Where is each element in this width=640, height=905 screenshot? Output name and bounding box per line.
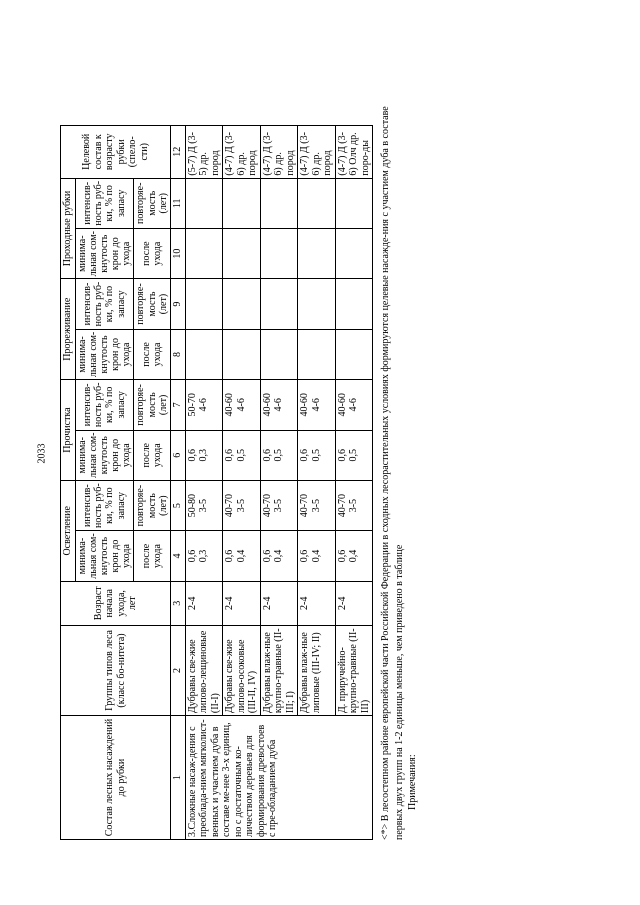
prokhodnye-intensity-cell (298, 178, 336, 228)
header-target: Целевой состав к возрасту рубки (спело-сти) (61, 126, 171, 179)
forest-group-cell: Дубравы све-жие липово-лещиновые (II-I) (185, 625, 223, 715)
prochistka-density-cell-value: 0,6 (261, 448, 273, 462)
forest-group-cell: Дубравы влаж-ные липовые (III-IV; II) (298, 625, 336, 715)
osvetlenie-density-cell-value: 0,4 (235, 549, 247, 563)
osvetlenie-intensity-cell-value: 3-5 (310, 498, 322, 513)
prorezhivanie-intensity-cell (335, 279, 373, 329)
prorezhivanie-density-cell (185, 329, 223, 379)
prochistka-intensity-cell-value: 4-6 (273, 398, 284, 412)
age-cell: 2-4 (185, 581, 223, 625)
subheader-min-density: минима-льная сом-кнутость крон до ухода (75, 430, 134, 480)
prochistka-intensity-cell-value: 4-6 (235, 398, 247, 412)
osvetlenie-density-cell (223, 531, 261, 581)
osvetlenie-density-cell-value: 0,6 (261, 549, 273, 563)
age-cell: 2-4 (223, 581, 261, 625)
prochistka-intensity-cell (223, 380, 261, 430)
osvetlenie-density-cell (298, 531, 336, 581)
prochistka-density-cell-value: 0,6 (336, 448, 348, 462)
header-prokhodnye: Проходные рубки (61, 178, 76, 279)
prokhodnye-intensity-cell (335, 178, 373, 228)
prokhodnye-density-cell (260, 228, 298, 278)
prochistka-intensity-cell-value: 4-6 (310, 398, 322, 412)
osvetlenie-density-cell-value: 0,4 (273, 549, 284, 563)
prorezhivanie-intensity-cell (260, 279, 298, 329)
page-number (32, 443, 52, 464)
prorezhivanie-density-cell (223, 329, 261, 379)
subheader-repeat: повторяе-мость (лет) (134, 380, 171, 430)
column-number: 4 (171, 531, 186, 581)
prochistka-intensity-cell-value: 40-60 (224, 393, 235, 417)
prochistka-intensity-cell-value: 50-70 (186, 393, 198, 417)
subheader-after-care: после ухода (134, 329, 171, 379)
notes-block (379, 80, 420, 840)
osvetlenie-density-cell-value: 0,6 (299, 549, 310, 563)
header-osvetlenie: Осветление (61, 480, 76, 581)
target-composition-cell: (4-7) Д (3-6) Олч др. поро-ды (335, 126, 373, 179)
prochistka-intensity-cell (298, 380, 336, 430)
prochistka-density-cell-value: 0,6 (224, 448, 235, 462)
forest-group-cell: Дубравы влаж-ные крупно-травные (II-III; I) (260, 625, 298, 715)
prochistka-intensity-cell-value: 40-60 (336, 393, 348, 417)
header-groups: Группы типов леса (класс бо-нитета) (61, 625, 171, 715)
prorezhivanie-intensity-cell (223, 279, 261, 329)
osvetlenie-density-cell-value: 0,3 (198, 549, 209, 563)
column-number: 11 (171, 178, 186, 228)
osvetlenie-intensity-cell-value: 40-70 (299, 493, 310, 518)
osvetlenie-density-cell-value: 0,4 (310, 549, 322, 563)
target-composition-cell: (4-7) Д (3-6) др. пород (223, 126, 261, 179)
osvetlenie-density-cell (185, 531, 223, 581)
prochistka-intensity-cell (185, 380, 223, 430)
osvetlenie-intensity-cell-value: 40-70 (224, 493, 235, 518)
subheader-intensity: интенсив-ность руб-ки, % по запасу (75, 178, 134, 228)
page-number-text: 2033 (36, 443, 48, 464)
osvetlenie-density-cell (260, 531, 298, 581)
osvetlenie-density-cell (335, 531, 373, 581)
column-number: 1 (171, 716, 186, 840)
prochistka-intensity-cell-value: 40-60 (299, 393, 310, 417)
age-cell: 2-4 (298, 581, 336, 625)
prorezhivanie-density-cell (298, 329, 336, 379)
thinning-table (60, 125, 373, 840)
prochistka-density-cell (223, 430, 261, 480)
prochistka-density-cell-value: 0,5 (235, 448, 247, 462)
osvetlenie-intensity-cell-value: 50-80 (186, 493, 198, 518)
table-row (185, 126, 223, 840)
prokhodnye-density-cell (298, 228, 336, 278)
prorezhivanie-density-cell (260, 329, 298, 379)
column-number: 10 (171, 228, 186, 278)
prokhodnye-density-cell (185, 228, 223, 278)
prochistka-density-cell (260, 430, 298, 480)
column-number: 3 (171, 581, 186, 625)
header-prochistka: Прочистка (61, 380, 76, 481)
column-number: 12 (171, 126, 186, 179)
prochistka-density-cell (185, 430, 223, 480)
prokhodnye-intensity-cell (223, 178, 261, 228)
forest-group-cell: Д. приручейно-крупно-травные (II-III) (335, 625, 373, 715)
rotated-page-content (60, 55, 565, 840)
subheader-intensity: интенсив-ность руб-ки, % по запасу (75, 380, 134, 430)
header-prorezhivanie: Прореживание (61, 279, 76, 380)
subheader-repeat: повторяе-мость (лет) (134, 178, 171, 228)
prokhodnye-intensity-cell (185, 178, 223, 228)
prochistka-density-cell (298, 430, 336, 480)
osvetlenie-intensity-cell (185, 480, 223, 530)
composition-cell: 3.Сложные насаж-дения с преоблада-нием мягколист-венных и участием дуба в составе ме-нее 3-х единиц, но с достаточным ко-личеством деревьев для формирования древостоев с пре-обладанием дуба (185, 716, 373, 840)
osvetlenie-density-cell-value: 0,4 (348, 549, 359, 563)
prochistka-density-cell-value: 0,5 (310, 448, 322, 462)
table-body (185, 126, 373, 840)
column-number-row (171, 126, 186, 840)
osvetlenie-intensity-cell-value: 3-5 (235, 498, 247, 513)
prochistka-density-cell-value: 0,3 (198, 448, 209, 462)
prochistka-intensity-cell-value: 4-6 (198, 398, 209, 412)
notes-label: Примечания: (407, 754, 418, 810)
age-cell: 2-4 (260, 581, 298, 625)
subheader-intensity: интенсив-ность руб-ки, % по запасу (75, 279, 134, 329)
subheader-after-care: после ухода (134, 531, 171, 581)
header-composition: Состав лесных насаждений до рубки (61, 716, 171, 840)
subheader-intensity: интенсив-ность руб-ки, % по запасу (75, 480, 134, 530)
prokhodnye-density-cell (223, 228, 261, 278)
forest-group-cell: Дубравы све-жие липово-осоковые (III-II, IV) (223, 625, 261, 715)
target-composition-cell: (4-7) Д (3-6) др. пород (260, 126, 298, 179)
header-age: Возраст начала ухода, лет (61, 581, 171, 625)
age-cell: 2-4 (335, 581, 373, 625)
prorezhivanie-density-cell (335, 329, 373, 379)
prochistka-intensity-cell-value: 4-6 (348, 398, 359, 412)
prochistka-density-cell-value: 0,6 (186, 448, 198, 462)
osvetlenie-intensity-cell (260, 480, 298, 530)
prochistka-density-cell-value: 0,5 (348, 448, 359, 462)
osvetlenie-intensity-cell (223, 480, 261, 530)
osvetlenie-intensity-cell (335, 480, 373, 530)
column-number: 9 (171, 279, 186, 329)
osvetlenie-intensity-cell-value: 3-5 (198, 498, 209, 513)
column-number: 6 (171, 430, 186, 480)
prochistka-intensity-cell-value: 40-60 (261, 393, 273, 417)
prochistka-density-cell (335, 430, 373, 480)
subheader-min-density: минима-льная сом-кнутость крон до ухода (75, 329, 134, 379)
osvetlenie-intensity-cell-value: 40-70 (261, 493, 273, 518)
prorezhivanie-intensity-cell (185, 279, 223, 329)
subheader-min-density: минима-льная сом-кнутость крон до ухода (75, 531, 134, 581)
osvetlenie-density-cell-value: 0,6 (186, 549, 198, 563)
osvetlenie-intensity-cell-value: 3-5 (348, 498, 359, 513)
osvetlenie-density-cell-value: 0,6 (224, 549, 235, 563)
osvetlenie-intensity-cell-value: 40-70 (336, 493, 348, 518)
prorezhivanie-intensity-cell (298, 279, 336, 329)
column-number: 8 (171, 329, 186, 379)
prochistka-intensity-cell (260, 380, 298, 430)
subheader-repeat: повторяе-мость (лет) (134, 279, 171, 329)
prokhodnye-intensity-cell (260, 178, 298, 228)
footnote-text: <*> В лесостепном районе европейской части Российской Федерации в сходных лесорастительных условиях формируются целевые насажде-ния с участием дуба в составе первых двух групп на 1-2 единицы меньше, чем приведено в таблице (380, 106, 405, 840)
prochistka-density-cell-value: 0,5 (273, 448, 284, 462)
target-composition-cell: (5-7) Д (3-5) др. пород (185, 126, 223, 179)
target-composition-cell: (4-7) Д (3-6) др. пород (298, 126, 336, 179)
subheader-min-density: минима-льная сом-кнутость крон до ухода (75, 228, 134, 278)
prochistka-intensity-cell (335, 380, 373, 430)
osvetlenie-intensity-cell-value: 3-5 (273, 498, 284, 513)
subheader-after-care: после ухода (134, 228, 171, 278)
prokhodnye-density-cell (335, 228, 373, 278)
osvetlenie-intensity-cell (298, 480, 336, 530)
osvetlenie-density-cell-value: 0,6 (336, 549, 348, 563)
column-number: 5 (171, 480, 186, 530)
subheader-after-care: после ухода (134, 430, 171, 480)
subheader-repeat: повторяе-мость (лет) (134, 480, 171, 530)
column-number: 7 (171, 380, 186, 430)
prochistka-density-cell-value: 0,6 (299, 448, 310, 462)
column-number: 2 (171, 625, 186, 715)
